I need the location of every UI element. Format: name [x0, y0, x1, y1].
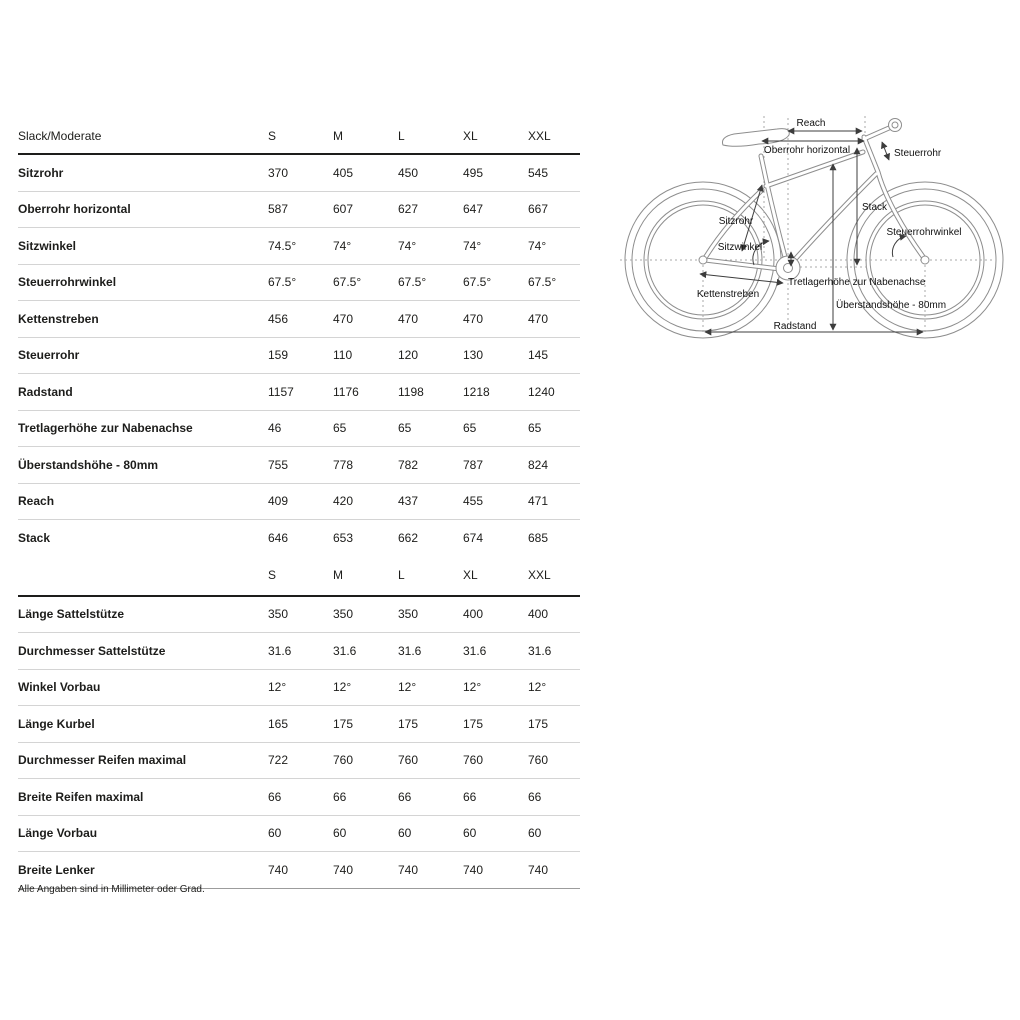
- size-column-header: S: [268, 568, 277, 582]
- row-label: Breite Lenker: [18, 862, 95, 877]
- size-column-header: M: [333, 128, 343, 143]
- geometry-row: [18, 264, 580, 301]
- geometry-value: 409: [268, 494, 289, 509]
- size-column-header: M: [333, 568, 343, 582]
- geometry-value: 1198: [398, 384, 424, 399]
- size-header-row: [18, 556, 580, 596]
- geometry-value: 67.5°: [463, 275, 492, 290]
- geometry-row: [18, 706, 580, 743]
- geometry-value: 495: [463, 165, 484, 180]
- geometry-value: 627: [398, 202, 419, 217]
- geometry-value: 350: [398, 607, 419, 622]
- row-label: Winkel Vorbau: [18, 680, 101, 695]
- geometry-row: [18, 815, 580, 852]
- geometry-value: 471: [528, 494, 549, 509]
- geometry-row: [18, 520, 580, 556]
- geometry-value: 175: [528, 716, 549, 731]
- geometry-value: 67.5°: [528, 275, 557, 290]
- rear-hub-icon: [699, 256, 707, 264]
- geometry-value: 470: [463, 311, 484, 326]
- row-label: Sitzrohr: [18, 165, 64, 180]
- geometry-value: 145: [528, 348, 549, 363]
- geometry-row: [18, 301, 580, 338]
- row-label: Steuerrohr: [18, 348, 80, 363]
- geometry-value: 60: [333, 826, 347, 841]
- geometry-value: 740: [268, 862, 289, 877]
- size-column-header: L: [398, 128, 405, 143]
- row-label: Reach: [18, 494, 55, 509]
- geometry-value: 159: [268, 348, 289, 363]
- geometry-value: 760: [528, 753, 549, 768]
- geometry-value: 31.6: [528, 643, 552, 658]
- geometry-table: [18, 118, 580, 889]
- geometry-value: 60: [268, 826, 282, 841]
- geometry-row: [18, 228, 580, 265]
- geometry-value: 545: [528, 165, 549, 180]
- geometry-value: 66: [528, 789, 542, 804]
- diagram-label-ueberstandshoehe: Überstandshöhe - 80mm: [836, 300, 947, 311]
- geometry-value: 740: [463, 862, 484, 877]
- geometry-value: 66: [398, 789, 412, 804]
- geometry-value: 456: [268, 311, 289, 326]
- geometry-value: 350: [268, 607, 289, 622]
- geometry-value: 12°: [333, 680, 352, 695]
- geometry-value: 405: [333, 165, 354, 180]
- geometry-value: 470: [528, 311, 549, 326]
- geometry-value: 740: [333, 862, 354, 877]
- geometry-value: 12°: [528, 680, 547, 695]
- row-label: Oberrohr horizontal: [18, 202, 131, 217]
- row-label: Steuerrohrwinkel: [18, 275, 117, 290]
- geometry-value: 46: [268, 421, 282, 436]
- diagram-label-sitzrohr: Sitzrohr: [718, 216, 754, 227]
- geometry-value: 740: [398, 862, 419, 877]
- bike-geometry-diagram: [612, 100, 1012, 352]
- geometry-value: 74°: [333, 238, 352, 253]
- handlebar-grip-icon: [889, 119, 902, 132]
- geometry-row: [18, 779, 580, 816]
- size-column-header: XXL: [528, 128, 551, 143]
- bike-frame-icon: [699, 119, 929, 281]
- geometry-value: 74.5°: [268, 238, 297, 253]
- geometry-value: 66: [333, 789, 347, 804]
- geometry-value: 674: [463, 530, 484, 545]
- geometry-value: 65: [398, 421, 412, 436]
- diagram-label-tretlagerhoehe: Tretlagerhöhe zur Nabenachse: [788, 277, 926, 288]
- row-label: Überstandshöhe - 80mm: [18, 457, 159, 472]
- geometry-row: [18, 154, 580, 191]
- geometry-value: 66: [463, 789, 477, 804]
- diagram-label-steuerrohr: Steuerrohr: [894, 148, 942, 159]
- geometry-value: 175: [463, 716, 484, 731]
- geometry-row: [18, 483, 580, 520]
- geometry-value: 760: [333, 753, 354, 768]
- geometry-row: [18, 669, 580, 706]
- geometry-value: 12°: [463, 680, 482, 695]
- geometry-value: 400: [528, 607, 549, 622]
- row-label: Radstand: [18, 384, 73, 399]
- section-label: Slack/Moderate: [18, 128, 102, 143]
- geometry-value: 74°: [463, 238, 482, 253]
- geometry-value: 437: [398, 494, 419, 509]
- diagram-label-stack: Stack: [862, 202, 888, 213]
- geometry-value: 782: [398, 457, 419, 472]
- geometry-value: 662: [398, 530, 419, 545]
- geometry-value: 31.6: [333, 643, 357, 658]
- units-footnote: Alle Angaben sind in Millimeter oder Grad.: [18, 884, 205, 895]
- saddle-icon: [722, 129, 789, 147]
- geometry-value: 350: [333, 607, 354, 622]
- geometry-value: 31.6: [398, 643, 422, 658]
- geometry-value: 60: [398, 826, 412, 841]
- geometry-value: 120: [398, 348, 419, 363]
- geometry-value: 74°: [398, 238, 417, 253]
- diagram-label-radstand: Radstand: [773, 321, 817, 332]
- geometry-value: 12°: [268, 680, 287, 695]
- geometry-value: 667: [528, 202, 549, 217]
- size-column-header: XXL: [528, 568, 551, 582]
- row-label: Länge Vorbau: [18, 826, 98, 841]
- geometry-value: 110: [333, 348, 353, 363]
- geometry-value: 31.6: [268, 643, 292, 658]
- geometry-value: 12°: [398, 680, 417, 695]
- geometry-value: 824: [528, 457, 549, 472]
- geometry-value: 647: [463, 202, 484, 217]
- geometry-value: 778: [333, 457, 354, 472]
- geometry-value: 653: [333, 530, 354, 545]
- geometry-row: [18, 374, 580, 411]
- geometry-table-body: [18, 118, 580, 888]
- geometry-value: 65: [333, 421, 347, 436]
- row-label: Länge Sattelstütze: [18, 607, 125, 622]
- geometry-value: 65: [528, 421, 542, 436]
- geometry-row: [18, 447, 580, 484]
- row-label: Tretlagerhöhe zur Nabenachse: [18, 421, 193, 436]
- geometry-row: [18, 191, 580, 228]
- geometry-value: 65: [463, 421, 477, 436]
- geometry-value: 60: [463, 826, 477, 841]
- geometry-value: 420: [333, 494, 354, 509]
- diagram-label-sitzwinkel: Sitzwinkel: [717, 242, 763, 253]
- diagram-label-reach: Reach: [796, 118, 826, 129]
- geometry-value: 685: [528, 530, 549, 545]
- geometry-value: 470: [398, 311, 419, 326]
- geometry-value: 130: [463, 348, 484, 363]
- geometry-row: [18, 337, 580, 374]
- geometry-value: 607: [333, 202, 354, 217]
- geometry-value: 67.5°: [398, 275, 427, 290]
- geometry-value: 587: [268, 202, 289, 217]
- geometry-value: 455: [463, 494, 484, 509]
- diagram-label-steuerrohrwinkel: Steuerrohrwinkel: [886, 227, 962, 238]
- geometry-row: [18, 742, 580, 779]
- geometry-row: [18, 852, 580, 889]
- geometry-value: 740: [528, 862, 549, 877]
- row-label: Durchmesser Sattelstütze: [18, 643, 166, 658]
- geometry-value: 787: [463, 457, 484, 472]
- geometry-value: 1218: [463, 384, 490, 399]
- geometry-value: 74°: [528, 238, 547, 253]
- geometry-value: 760: [398, 753, 419, 768]
- geometry-value: 400: [463, 607, 484, 622]
- geometry-value: 67.5°: [268, 275, 297, 290]
- row-label: Stack: [18, 530, 51, 545]
- size-header-row: [18, 118, 580, 154]
- geometry-value: 66: [268, 789, 282, 804]
- size-column-header: L: [398, 568, 405, 582]
- row-label: Breite Reifen maximal: [18, 789, 144, 804]
- row-label: Kettenstreben: [18, 311, 99, 326]
- row-label: Durchmesser Reifen maximal: [18, 753, 187, 768]
- geometry-value: 175: [398, 716, 419, 731]
- geometry-value: 31.6: [463, 643, 487, 658]
- geometry-value: 760: [463, 753, 484, 768]
- geometry-value: 1157: [268, 384, 294, 399]
- geometry-value: 450: [398, 165, 419, 180]
- row-label: Länge Kurbel: [18, 716, 95, 731]
- front-hub-icon: [921, 256, 929, 264]
- geometry-value: 370: [268, 165, 289, 180]
- geometry-value: 165: [268, 716, 289, 731]
- size-column-header: S: [268, 128, 277, 143]
- section-label: [18, 556, 268, 596]
- geometry-value: 755: [268, 457, 289, 472]
- geometry-value: 470: [333, 311, 354, 326]
- geometry-value: 1176: [333, 384, 359, 399]
- diagram-label-oberrohr: Oberrohr horizontal: [763, 145, 851, 156]
- geometry-row: [18, 596, 580, 633]
- geometry-value: 646: [268, 530, 289, 545]
- row-label: Sitzwinkel: [18, 238, 77, 253]
- geometry-value: 175: [333, 716, 354, 731]
- size-column-header: XL: [463, 128, 478, 143]
- geometry-value: 1240: [528, 384, 555, 399]
- diagram-label-kettenstreben: Kettenstreben: [696, 289, 760, 300]
- geometry-row: [18, 410, 580, 447]
- size-column-header: XL: [463, 568, 478, 582]
- geometry-value: 60: [528, 826, 542, 841]
- geometry-value: 67.5°: [333, 275, 362, 290]
- geometry-value: 722: [268, 753, 289, 768]
- geometry-row: [18, 633, 580, 670]
